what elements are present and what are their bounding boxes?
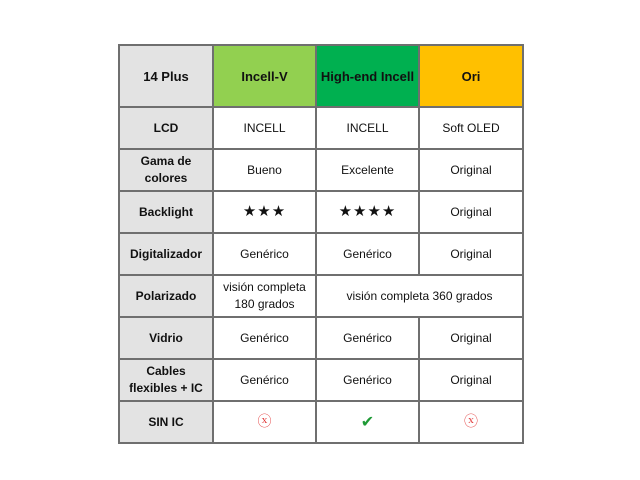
table-row (119, 317, 523, 359)
cross-circle-icon: ⓧ (257, 413, 272, 430)
table-row (119, 149, 523, 191)
cell-lcd-incell-v: INCELL (213, 107, 316, 149)
table-row (119, 233, 523, 275)
cell-polarizado-incell-v: visión completa 180 grados (213, 275, 316, 317)
row-label-vidrio: Vidrio (119, 317, 213, 359)
comparison-table (118, 44, 524, 444)
cell-sin-ic-incell-v (213, 401, 316, 443)
cell-lcd-ori: Soft OLED (419, 107, 523, 149)
cell-cables-ori: Original (419, 359, 523, 401)
row-label-lcd: LCD (119, 107, 213, 149)
cell-lcd-high-end: INCELL (316, 107, 419, 149)
cell-digitalizador-ori: Original (419, 233, 523, 275)
check-icon: ✔ (360, 411, 375, 431)
cell-vidrio-high-end: Genérico (316, 317, 419, 359)
cell-backlight-incell-v (213, 191, 316, 233)
ori-header: Ori (419, 45, 523, 107)
row-label-cables: Cables flexibles + IC (119, 359, 213, 401)
cell-gama-incell-v: Bueno (213, 149, 316, 191)
table-row (119, 401, 523, 443)
star-rating-icon: ★★★ (242, 202, 287, 220)
row-label-backlight: Backlight (119, 191, 213, 233)
row-label-polarizado: Polarizado (119, 275, 213, 317)
cell-backlight-ori: Original (419, 191, 523, 233)
cell-digitalizador-incell-v: Genérico (213, 233, 316, 275)
cell-gama-ori: Original (419, 149, 523, 191)
cell-backlight-high-end (316, 191, 419, 233)
table-row (119, 191, 523, 233)
cell-sin-ic-high-end (316, 401, 419, 443)
table-row (119, 107, 523, 149)
cross-circle-icon: ⓧ (464, 413, 478, 430)
row-label-gama: Gama de colores (119, 149, 213, 191)
incell-v-header: Incell-V (213, 45, 316, 107)
cell-vidrio-incell-v: Genérico (213, 317, 316, 359)
row-label-sin-ic: SIN IC (119, 401, 213, 443)
star-rating-icon: ★★★★ (338, 202, 397, 220)
row-label-digitalizador: Digitalizador (119, 233, 213, 275)
cell-cables-high-end: Genérico (316, 359, 419, 401)
cell-digitalizador-high-end: Genérico (316, 233, 419, 275)
cell-cables-incell-v: Genérico (213, 359, 316, 401)
cell-vidrio-ori: Original (419, 317, 523, 359)
high-end-incell-header: High-end Incell (316, 45, 419, 107)
model-header: 14 Plus (119, 45, 213, 107)
cell-polarizado-merged: visión completa 360 grados (316, 275, 523, 317)
table-row (119, 275, 523, 317)
table-row (119, 359, 523, 401)
cell-sin-ic-ori (419, 401, 523, 443)
cell-gama-high-end: Excelente (316, 149, 419, 191)
table-header-row (119, 45, 523, 107)
